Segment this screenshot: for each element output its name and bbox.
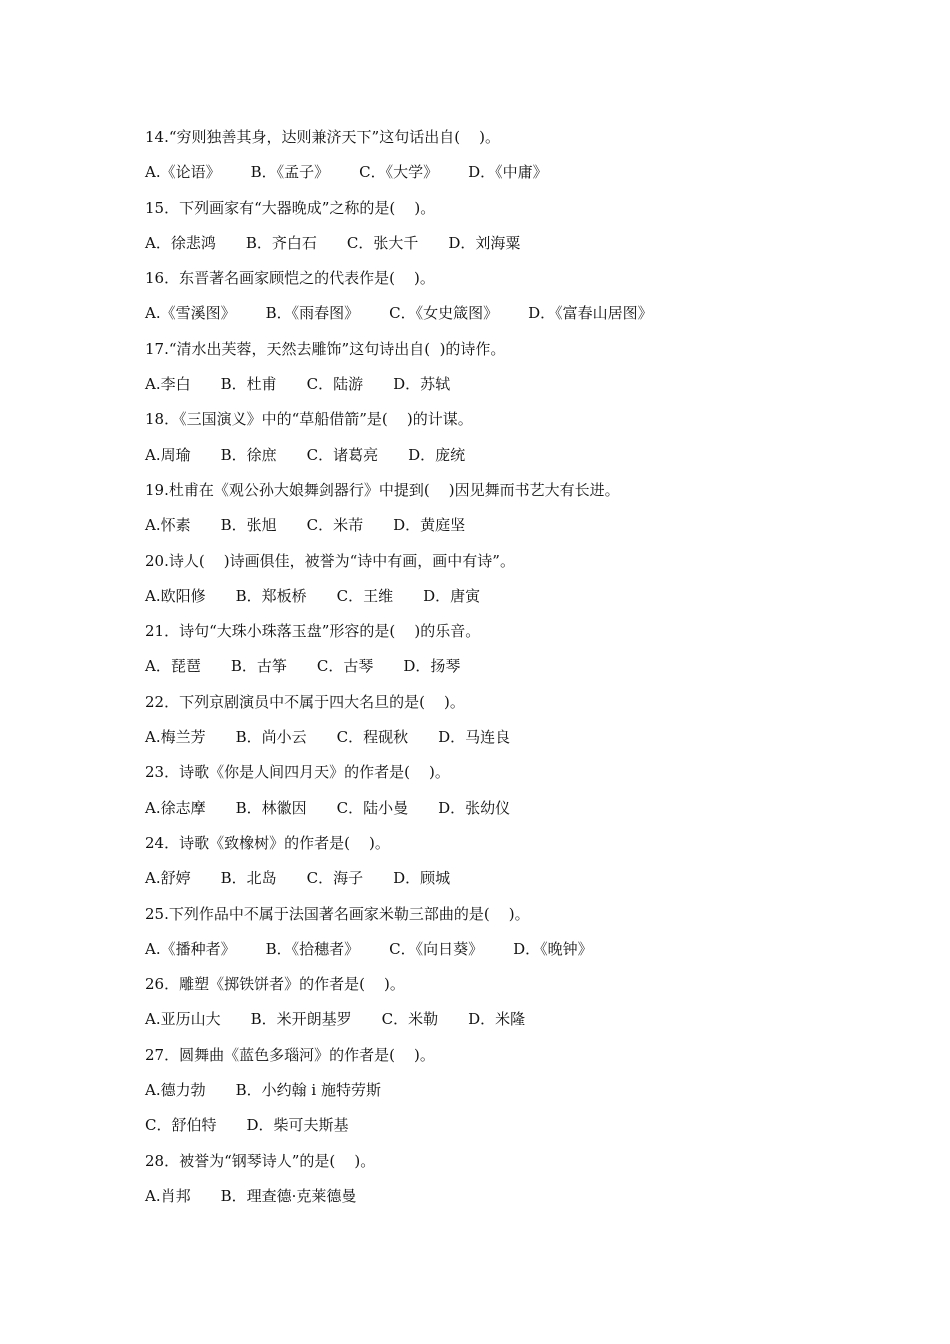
answer-option: C．诸葛亮 xyxy=(306,445,379,464)
answer-option: B．理查德·克莱德曼 xyxy=(220,1186,357,1205)
answer-option: C．海子 xyxy=(306,869,364,888)
question-text: 28．被誉为“钢琴诗人”的是( )。 xyxy=(145,1151,376,1170)
answer-option: D．刘海粟 xyxy=(448,233,521,252)
options-row xyxy=(145,936,845,971)
answer-option: D．《富春山居图》 xyxy=(528,304,653,323)
answer-option: B．北岛 xyxy=(220,869,277,888)
question-text: 22．下列京剧演员中不属于四大名旦的是( )。 xyxy=(145,692,465,711)
answer-option: A.周瑜 xyxy=(145,445,191,464)
question-text: 18．《三国演义》中的“草船借箭”是( )的计谋。 xyxy=(145,410,473,429)
answer-option: A.德力勃 xyxy=(145,1081,206,1100)
answer-option: C．《女史箴图》 xyxy=(389,304,499,323)
answer-option: B．林徽因 xyxy=(235,798,307,817)
options-row xyxy=(145,230,845,265)
question-text: 17.“清水出芙蓉，天然去雕饰”这句诗出自( )的诗作。 xyxy=(145,339,506,358)
answer-option: C．王维 xyxy=(336,586,394,605)
question-text: 26．雕塑《掷铁饼者》的作者是( )。 xyxy=(145,975,405,994)
answer-option: C．米勒 xyxy=(381,1010,439,1029)
answer-option: A.《播种者》 xyxy=(145,939,236,958)
options-row xyxy=(145,512,845,547)
answer-option: B．尚小云 xyxy=(235,728,307,747)
answer-option: D．黄庭坚 xyxy=(393,516,466,535)
question-text: 25.下列作品中不属于法国著名画家米勒三部曲的是( )。 xyxy=(145,904,530,923)
answer-option: D．扬琴 xyxy=(403,657,461,676)
options-row xyxy=(145,1077,845,1112)
answer-option: C．米芾 xyxy=(306,516,364,535)
options-row xyxy=(145,1183,845,1218)
question-text: 21．诗句“大珠小珠落玉盘”形容的是( )的乐音。 xyxy=(145,622,481,641)
answer-option: C．程砚秋 xyxy=(336,728,409,747)
options-row xyxy=(145,371,845,406)
question-text: 24．诗歌《致橡树》的作者是( )。 xyxy=(145,833,390,852)
answer-option: A.《雪溪图》 xyxy=(145,304,236,323)
answer-option: D．苏轼 xyxy=(393,375,451,394)
answer-option: B．小约翰 i 施特劳斯 xyxy=(235,1081,381,1100)
answer-option: C．《大学》 xyxy=(359,163,439,182)
options-row xyxy=(145,865,845,900)
question-text: 15．下列画家有“大器晚成”之称的是( )。 xyxy=(145,198,436,217)
answer-option: D．柴可夫斯基 xyxy=(246,1116,349,1135)
answer-option: B．杜甫 xyxy=(220,375,277,394)
answer-option: B．齐白石 xyxy=(245,233,317,252)
options-row xyxy=(145,724,845,759)
options-row xyxy=(145,1006,845,1041)
answer-option: D．《中庸》 xyxy=(468,163,548,182)
answer-option: B．徐庶 xyxy=(220,445,277,464)
answer-option: A．徐悲鸿 xyxy=(145,233,216,252)
answer-option: D．张幼仪 xyxy=(438,798,511,817)
answer-option: B．郑板桥 xyxy=(235,586,307,605)
question-text: 20.诗人( )诗画俱佳，被誉为“诗中有画，画中有诗”。 xyxy=(145,551,515,570)
answer-option: D．唐寅 xyxy=(423,586,481,605)
answer-option: D．《晚钟》 xyxy=(513,939,593,958)
answer-option: B．张旭 xyxy=(220,516,277,535)
options-row xyxy=(145,300,845,335)
answer-option: B．米开朗基罗 xyxy=(250,1010,352,1029)
answer-option: C．舒伯特 xyxy=(145,1116,217,1135)
answer-option: B．《孟子》 xyxy=(250,163,330,182)
question-text: 27．圆舞曲《蓝色多瑙河》的作者是( )。 xyxy=(145,1045,435,1064)
answer-option: A.肖邦 xyxy=(145,1186,191,1205)
answer-option: D．马连良 xyxy=(438,728,511,747)
answer-option: D．庞统 xyxy=(408,445,466,464)
answer-option: B．《拾穗者》 xyxy=(265,939,360,958)
answer-option: A.徐志摩 xyxy=(145,798,206,817)
answer-option: D．顾城 xyxy=(393,869,451,888)
question-text: 19.杜甫在《观公孙大娘舞剑器行》中提到( )因见舞而书艺大有长进。 xyxy=(145,480,620,499)
question-text: 14.“穷则独善其身，达则兼济天下”这句话出自( )。 xyxy=(145,128,500,146)
question-list xyxy=(145,124,845,1218)
answer-option: C．陆游 xyxy=(306,375,364,394)
answer-option: A.李白 xyxy=(145,375,191,394)
answer-option: A.欧阳修 xyxy=(145,586,206,605)
answer-option: B．《雨春图》 xyxy=(265,304,360,323)
answer-option: A.舒婷 xyxy=(145,869,191,888)
answer-option: A.《论语》 xyxy=(145,163,221,182)
answer-option: C．张大千 xyxy=(346,233,419,252)
question-text: 23．诗歌《你是人间四月天》的作者是( )。 xyxy=(145,763,450,782)
options-row xyxy=(145,1112,845,1147)
options-row xyxy=(145,159,845,194)
answer-option: B．古筝 xyxy=(230,657,287,676)
options-row xyxy=(145,795,845,830)
options-row xyxy=(145,583,845,618)
answer-option: C．《向日葵》 xyxy=(389,939,484,958)
question-text: 16．东晋著名画家顾恺之的代表作是( )。 xyxy=(145,269,435,288)
answer-option: D．米隆 xyxy=(468,1010,526,1029)
answer-option: A.亚历山大 xyxy=(145,1010,221,1029)
options-row xyxy=(145,442,845,477)
answer-option: A.梅兰芳 xyxy=(145,728,206,747)
answer-option: C．古琴 xyxy=(316,657,374,676)
answer-option: A.怀素 xyxy=(145,516,191,535)
answer-option: C．陆小曼 xyxy=(336,798,409,817)
answer-option: A．琵琶 xyxy=(145,657,201,676)
options-row xyxy=(145,653,845,688)
